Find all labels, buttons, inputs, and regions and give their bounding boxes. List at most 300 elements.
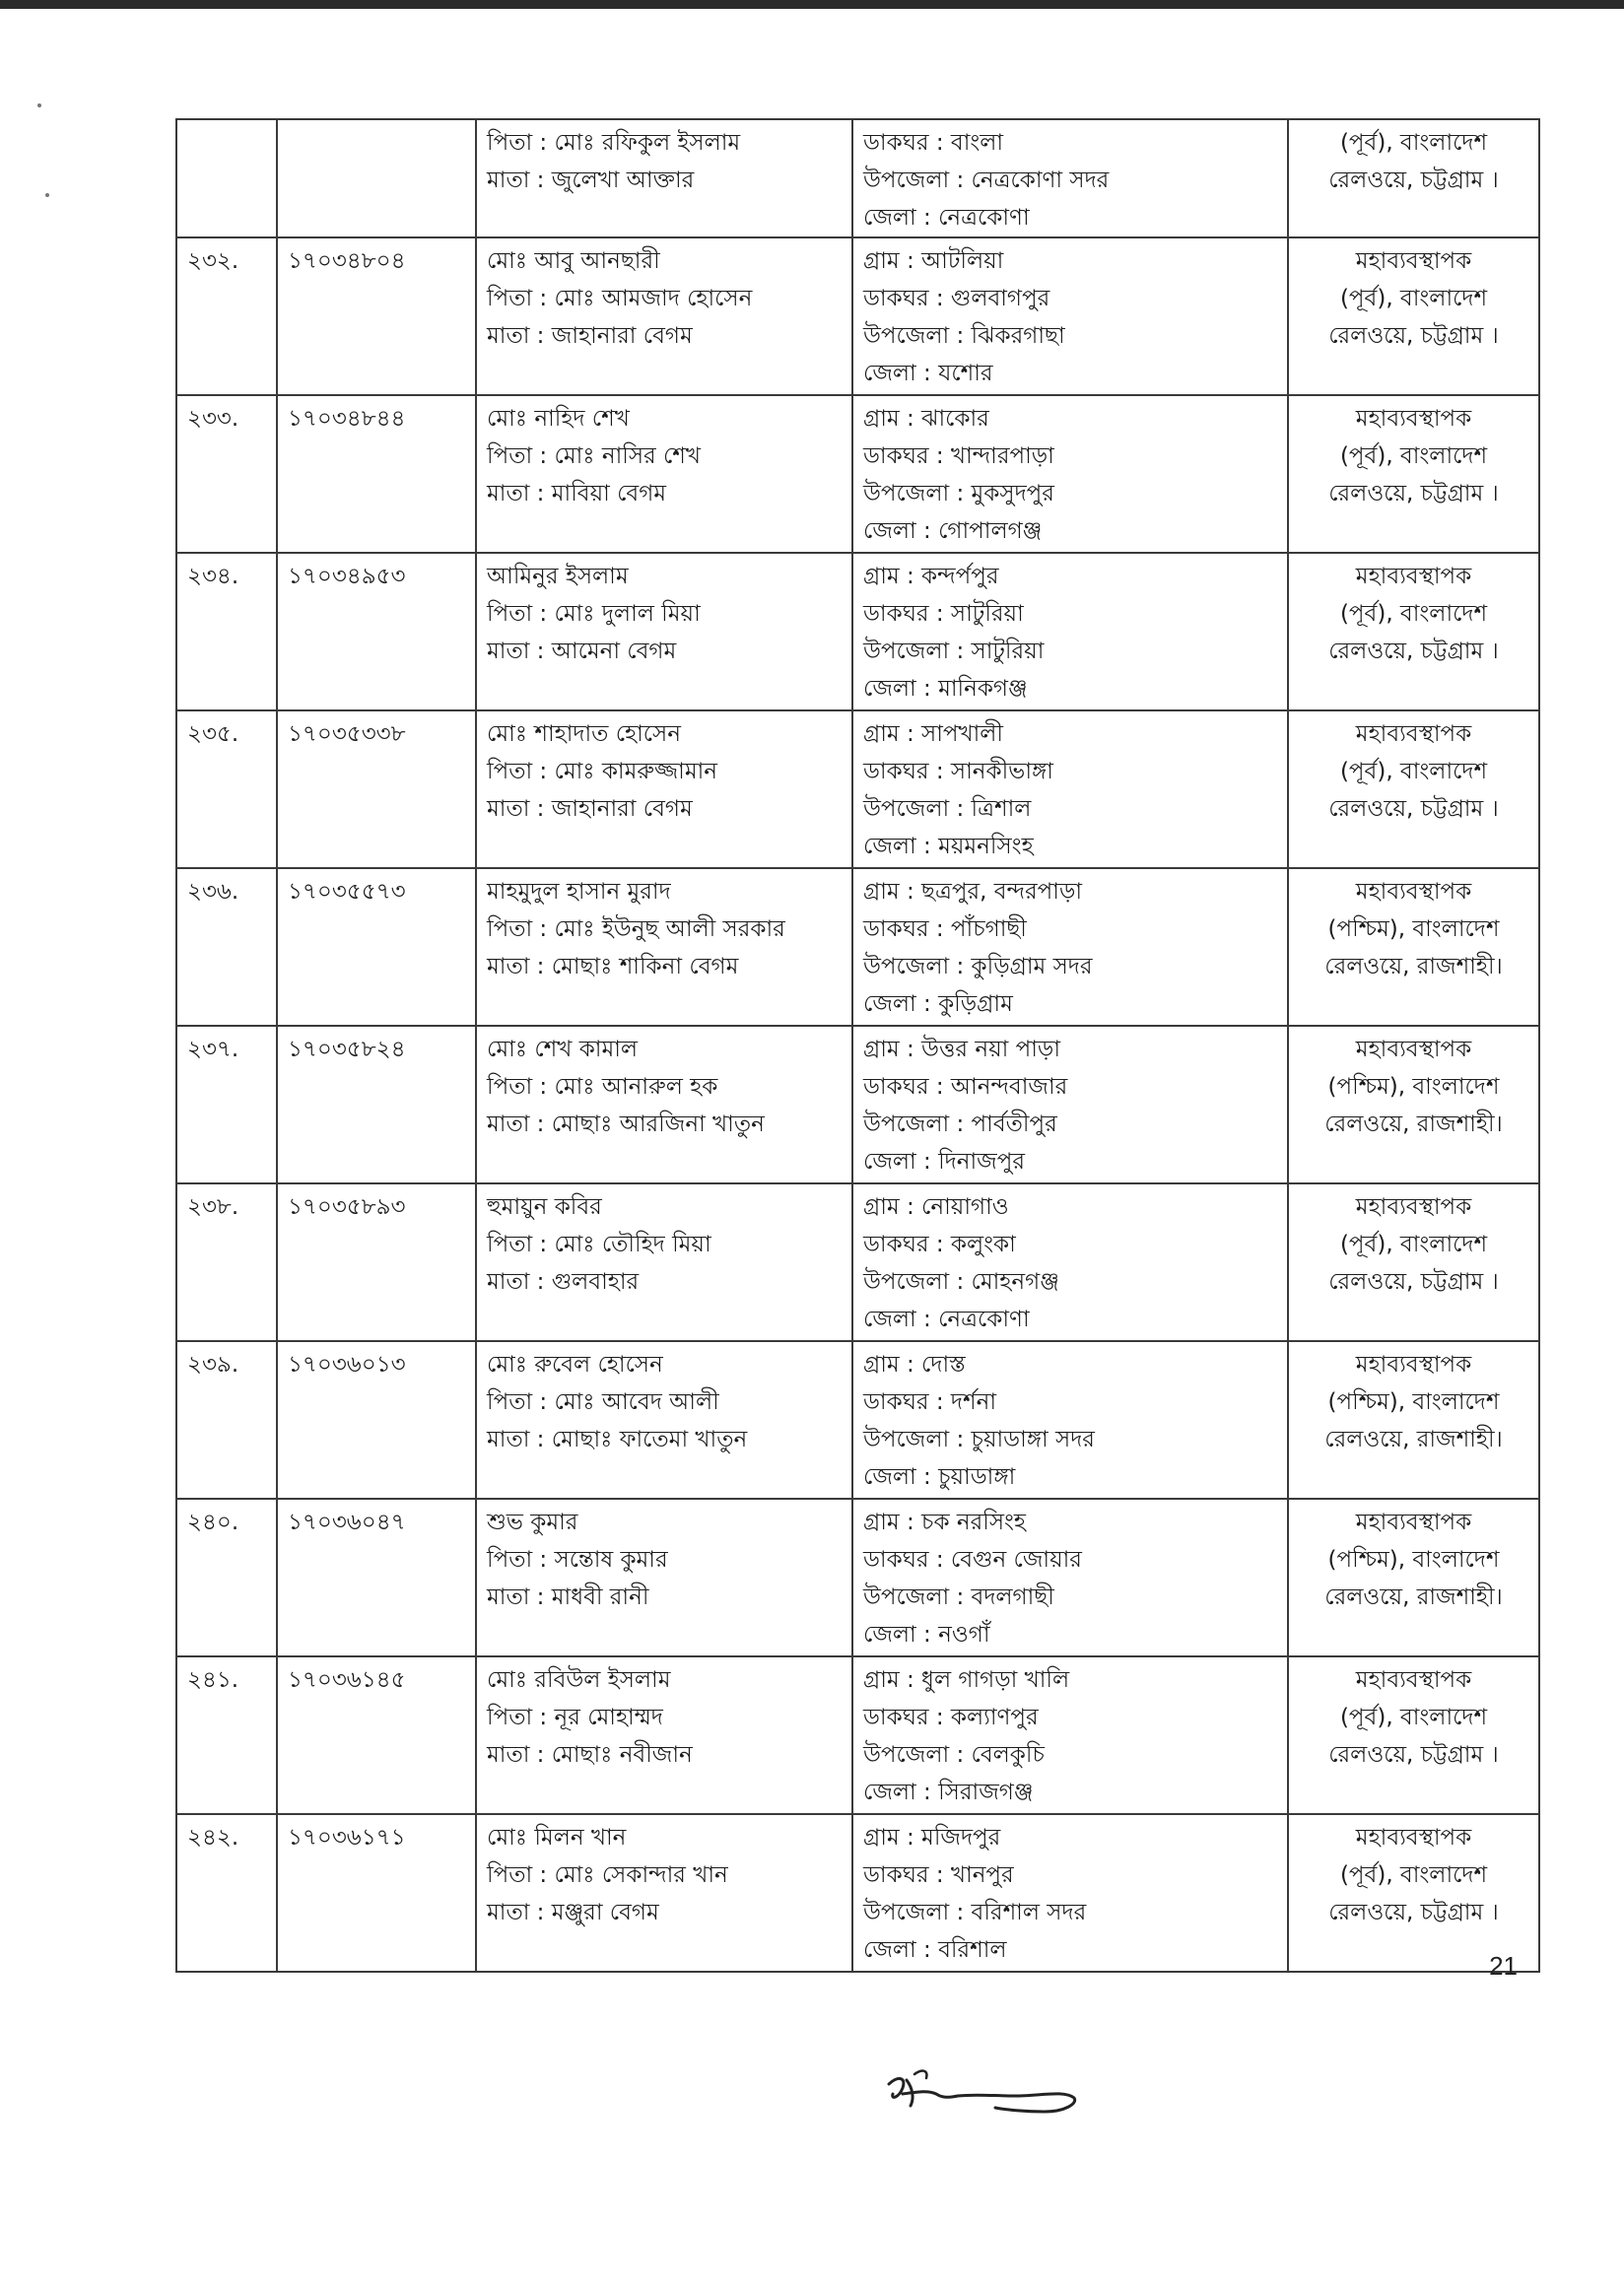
serial-number: ২৩৪. [187,564,239,589]
district-value: নেত্রকোণা [938,1307,1030,1332]
post-line [863,124,1277,162]
candidate-table-body [176,119,1539,1972]
roll-cell [277,237,476,395]
office-cell [1288,553,1539,710]
address-cell [852,710,1288,868]
serial-number: ২৩৮. [187,1194,239,1220]
post-label: ডাকঘর : [863,601,951,627]
roll-cell [277,1026,476,1183]
post-line [863,1383,1277,1421]
village-line [863,400,1277,438]
mother-label: মাতা : [487,1900,552,1925]
office-cell [1288,395,1539,553]
table-row [176,1341,1539,1499]
upazila-value: চুয়াডাঙ্গা সদর [971,1427,1095,1452]
table-row [176,1814,1539,1972]
district-line [863,512,1277,550]
district-line [863,670,1277,708]
table-row [176,237,1539,395]
mother-label: মাতা : [487,323,552,349]
upazila-line [863,475,1277,512]
mother-name: মাবিয়া বেগম [551,481,667,506]
district-label: জেলা : [863,205,939,231]
roll-cell [277,1183,476,1341]
address-cell [852,237,1288,395]
upazila-value: নেত্রকোণা সদর [971,168,1110,193]
father-label: পিতা : [487,601,555,627]
upazila-line [863,790,1277,828]
candidate-table [175,118,1540,1973]
post-value: আনন্দবাজার [950,1074,1068,1100]
table-row [176,1499,1539,1656]
upazila-value: পার্বতীপুর [971,1112,1057,1137]
village-value: দোস্ত [921,1352,966,1378]
father-name: সন্তোষ কুমার [554,1547,668,1573]
mother-name: মঞ্জুরা বেগম [551,1900,659,1925]
district-value: গোপালগঞ্জ [938,518,1043,544]
village-label: গ্রাম : [863,879,922,905]
serial-number: ২৩৭. [187,1037,239,1062]
village-label: গ্রাম : [863,721,922,747]
district-line [863,1931,1277,1969]
office-cell [1288,237,1539,395]
name-cell [476,1499,852,1656]
mother-label: মাতা : [487,796,552,822]
table-row [176,710,1539,868]
upazila-line [863,162,1277,199]
district-label: জেলা : [863,991,939,1017]
serial-cell [176,237,277,395]
name-cell [476,868,852,1026]
upazila-line [863,633,1277,670]
office-cell [1288,1026,1539,1183]
post-label: ডাকঘর : [863,286,951,311]
mother-line [487,1263,842,1301]
post-line [863,1226,1277,1263]
district-value: ময়মনসিংহ [938,834,1034,859]
office-line: (পূর্ব), বাংলাদেশ [1339,1705,1488,1730]
serial-number: ২৩৯. [187,1352,239,1378]
mother-name: আমেনা বেগম [551,639,677,664]
village-value: চক নরসিংহ [921,1510,1026,1535]
roll-number: ১৭০৩৪৯৫৩ [288,564,406,589]
village-line [863,558,1277,595]
office-cell [1288,868,1539,1026]
village-value: নোয়াগাও [921,1194,1009,1220]
office-line: (পশ্চিম), বাংলাদেশ [1327,916,1500,942]
serial-cell [176,1814,277,1972]
roll-number: ১৭০৩৬১৭১ [288,1825,406,1851]
upazila-value: ত্রিশাল [971,796,1032,822]
village-value: ধুল গাগড়া খালি [921,1667,1070,1693]
address-cell [852,1026,1288,1183]
office-line: রেলওয়ে, চট্টগ্রাম । [1328,481,1499,506]
table-row-continued [176,119,1539,237]
village-label: গ্রাম : [863,564,922,589]
mother-line [487,1894,842,1931]
father-label: পিতা : [487,443,555,469]
mother-line [487,317,842,355]
candidate-name: মাহমুদুল হাসান মুরাদ [487,879,671,905]
village-line [863,1346,1277,1383]
district-value: নওগাঁ [938,1622,990,1648]
serial-number: ২৩২. [187,248,239,274]
mother-name: মোছাঃ নবীজান [551,1742,693,1768]
father-label: পিতা : [487,1547,555,1573]
village-label: গ্রাম : [863,1825,922,1851]
upazila-line [863,948,1277,985]
serial-cell [176,1499,277,1656]
office-line: (পূর্ব), বাংলাদেশ [1339,130,1488,156]
serial-number: ২৩৫. [187,721,239,747]
post-label: ডাকঘর : [863,1074,951,1100]
upazila-label: উপজেলা : [863,1584,972,1610]
father-label: পিতা : [487,1862,555,1888]
district-value: চুয়াডাঙ্গা [938,1464,1016,1490]
father-name: মোঃ ইউনুছ আলী সরকার [554,916,785,942]
father-name: নূর মোহাম্মদ [554,1705,663,1730]
upazila-line [863,1736,1277,1774]
district-label: জেলা : [863,1780,939,1805]
upazila-line [863,317,1277,355]
table-row [176,1183,1539,1341]
village-value: ঝাকোর [921,406,989,432]
father-name: মোঃ সেকান্দার খান [554,1862,728,1888]
office-line: রেলওয়ে, চট্টগ্রাম । [1328,796,1499,822]
name-cell [476,1026,852,1183]
upazila-label: উপজেলা : [863,1112,972,1137]
father-name: মোঃ আমজাদ হোসেন [554,286,753,311]
office-line: রেলওয়ে, চট্টগ্রাম । [1328,639,1499,664]
scan-speck [45,193,49,197]
post-label: ডাকঘর : [863,1232,951,1257]
office-cell [1288,1814,1539,1972]
serial-cell [176,553,277,710]
district-label: জেলা : [863,518,939,544]
upazila-label: উপজেলা : [863,481,972,506]
address-cell [852,395,1288,553]
father-label: পিতা : [487,759,555,784]
village-line [863,1031,1277,1068]
district-line [863,1143,1277,1180]
district-label: জেলা : [863,1937,939,1963]
office-cell [1288,1341,1539,1499]
office-line: মহাব্যবস্থাপক [1355,1667,1472,1693]
mother-label: মাতা : [487,481,552,506]
mother-name: জাহানারা বেগম [551,323,693,349]
serial-number: ২৪১. [187,1667,239,1693]
upazila-label: উপজেলা : [863,168,972,193]
address-cell [852,1341,1288,1499]
table-row [176,868,1539,1026]
upazila-label: উপজেলা : [863,954,972,979]
mother-label: মাতা : [487,1427,552,1452]
name-cell [476,1341,852,1499]
roll-number: ১৭০৩৪৮৪৪ [288,406,406,432]
mother-label: মাতা : [487,168,552,193]
office-line: রেলওয়ে, চট্টগ্রাম । [1328,1269,1499,1295]
post-label: ডাকঘর : [863,1862,951,1888]
serial-cell [176,1341,277,1499]
address-cell [852,1814,1288,1972]
post-line [863,1699,1277,1736]
mother-line [487,475,842,512]
village-line [863,715,1277,753]
village-value: সাপখালী [921,721,1004,747]
office-cell [1288,1656,1539,1814]
village-label: গ্রাম : [863,1194,922,1220]
father-line [487,1226,842,1263]
office-line: মহাব্যবস্থাপক [1355,1825,1472,1851]
post-value: বাংলা [950,130,1004,156]
roll-number: ১৭০৩৬০৪৭ [288,1510,406,1535]
mother-label: মাতা : [487,1584,552,1610]
office-line: রেলওয়ে, চট্টগ্রাম । [1328,168,1499,193]
father-name: মোঃ আবেদ আলী [554,1389,719,1415]
roll-number: ১৭০৩৫৮৯৩ [288,1194,406,1220]
roll-cell [277,1341,476,1499]
mother-line [487,1421,842,1458]
roll-cell [277,1814,476,1972]
father-line [487,1541,842,1579]
name-cell [476,1814,852,1972]
serial-number: ২৩৬. [187,879,239,905]
candidate-name: আমিনুর ইসলাম [487,564,629,589]
father-label: পিতা : [487,1232,555,1257]
address-cell [852,868,1288,1026]
candidate-name: মোঃ মিলন খান [487,1825,627,1851]
mother-label: মাতা : [487,954,552,979]
roll-cell [277,868,476,1026]
office-cell [1288,119,1539,237]
upazila-value: ঝিকরগাছা [971,323,1065,349]
scan-speck [37,103,41,107]
mother-label: মাতা : [487,1112,552,1137]
name-cell [476,553,852,710]
mother-name: গুলবাহার [551,1269,640,1295]
district-value: মানিকগঞ্জ [938,676,1028,702]
candidate-name: মোঃ শাহাদাত হোসেন [487,721,681,747]
upazila-value: কুড়িগ্রাম সদর [971,954,1093,979]
mother-line [487,1106,842,1143]
office-line: রেলওয়ে, রাজশাহী। [1324,954,1503,979]
office-cell [1288,1183,1539,1341]
address-cell [852,1656,1288,1814]
village-label: গ্রাম : [863,1352,922,1378]
post-value: কলুংকা [950,1232,1016,1257]
address-cell [852,1183,1288,1341]
office-line: (পূর্ব), বাংলাদেশ [1339,1232,1488,1257]
office-line: (পূর্ব), বাংলাদেশ [1339,601,1488,627]
upazila-label: উপজেলা : [863,1427,972,1452]
serial-cell [176,710,277,868]
post-label: ডাকঘর : [863,443,951,469]
post-label: ডাকঘর : [863,1705,951,1730]
post-value: দর্শনা [950,1389,997,1415]
address-cell [852,1499,1288,1656]
village-value: ছত্রপুর, বন্দরপাড়া [921,879,1083,905]
village-value: আটলিয়া [921,248,1004,274]
office-line: রেলওয়ে, রাজশাহী। [1324,1427,1503,1452]
mother-line [487,1736,842,1774]
office-line: মহাব্যবস্থাপক [1355,564,1472,589]
candidate-name: মোঃ আবু আনছারী [487,248,660,274]
mother-line [487,790,842,828]
mother-label: মাতা : [487,1269,552,1295]
district-value: বরিশাল [938,1937,1007,1963]
post-line [863,1541,1277,1579]
upazila-line [863,1579,1277,1616]
village-line [863,1504,1277,1541]
name-cell [476,1656,852,1814]
office-line: (পূর্ব), বাংলাদেশ [1339,443,1488,469]
roll-cell [277,119,476,237]
father-line [487,124,842,162]
village-label: গ্রাম : [863,1667,922,1693]
serial-cell [176,1026,277,1183]
candidate-name: মোঃ শেখ কামাল [487,1037,639,1062]
roll-number: ১৭০৩৫৮২৪ [288,1037,406,1062]
upazila-line [863,1894,1277,1931]
post-value: সাটুরিয়া [950,601,1024,627]
village-line [863,242,1277,280]
post-value: খান্দারপাড়া [950,443,1054,469]
office-line: রেলওয়ে, চট্টগ্রাম । [1328,1742,1499,1768]
name-cell [476,119,852,237]
village-value: কন্দর্পপুর [921,564,999,589]
district-line [863,199,1277,236]
district-value: কুড়িগ্রাম [938,991,1013,1017]
office-line: (পূর্ব), বাংলাদেশ [1339,759,1488,784]
father-name: মোঃ তৌহিদ মিয়া [554,1232,711,1257]
father-line [487,1383,842,1421]
serial-cell [176,395,277,553]
father-label: পিতা : [487,1389,555,1415]
office-line: (পশ্চিম), বাংলাদেশ [1327,1389,1500,1415]
father-label: পিতা : [487,286,555,311]
village-line [863,873,1277,910]
village-line [863,1661,1277,1699]
office-line: (পশ্চিম), বাংলাদেশ [1327,1547,1500,1573]
upazila-value: বরিশাল সদর [971,1900,1087,1925]
candidate-name: শুভ কুমার [487,1510,578,1535]
district-value: সিরাজগঞ্জ [938,1780,1034,1805]
serial-cell [176,119,277,237]
district-label: জেলা : [863,1622,939,1648]
father-name: মোঃ দুলাল মিয়া [554,601,701,627]
serial-cell [176,1656,277,1814]
upazila-label: উপজেলা : [863,1269,972,1295]
serial-cell [176,1183,277,1341]
father-line [487,753,842,790]
father-label: পিতা : [487,1074,555,1100]
office-line: মহাব্যবস্থাপক [1355,1037,1472,1062]
district-line [863,1301,1277,1338]
district-value: দিনাজপুর [938,1149,1025,1175]
district-label: জেলা : [863,361,939,386]
district-line [863,1458,1277,1496]
office-line: মহাব্যবস্থাপক [1355,879,1472,905]
father-name: মোঃ রফিকুল ইসলাম [554,130,741,156]
top-border-rule [0,0,1624,9]
mother-name: মোছাঃ ফাতেমা খাতুন [551,1427,748,1452]
village-line [863,1819,1277,1856]
mother-line [487,633,842,670]
roll-cell [277,1499,476,1656]
mother-name: জাহানারা বেগম [551,796,693,822]
village-value: মজিদপুর [921,1825,1001,1851]
upazila-line [863,1263,1277,1301]
office-line: মহাব্যবস্থাপক [1355,406,1472,432]
mother-line [487,948,842,985]
roll-number: ১৭০৩৫৫৭৩ [288,879,406,905]
village-label: গ্রাম : [863,406,922,432]
mother-label: মাতা : [487,639,552,664]
father-name: মোঃ নাসির শেখ [554,443,702,469]
mother-label: মাতা : [487,1742,552,1768]
candidate-name: মোঃ রুবেল হোসেন [487,1352,663,1378]
post-line [863,438,1277,475]
mother-name: মাধবী রানী [551,1584,649,1610]
post-value: গুলবাগপুর [950,286,1050,311]
address-cell [852,119,1288,237]
upazila-label: উপজেলা : [863,639,972,664]
upazila-label: উপজেলা : [863,323,972,349]
name-cell [476,1183,852,1341]
father-label: পিতা : [487,130,555,156]
district-label: জেলা : [863,676,939,702]
mother-line [487,1579,842,1616]
post-line [863,753,1277,790]
post-line [863,910,1277,948]
roll-number: ১৭০৩৫৩৩৮ [288,721,406,747]
office-line: রেলওয়ে, চট্টগ্রাম । [1328,323,1499,349]
mother-name: মোছাঃ আরজিনা খাতুন [551,1112,765,1137]
father-line [487,1068,842,1106]
roll-number: ১৭০৩৬০১৩ [288,1352,406,1378]
post-line [863,280,1277,317]
upazila-value: সাটুরিয়া [971,639,1045,664]
post-value: সানকীভাঙ্গা [950,759,1053,784]
post-label: ডাকঘর : [863,130,951,156]
page-number: 21 [1489,1951,1518,1981]
upazila-line [863,1421,1277,1458]
post-label: ডাকঘর : [863,759,951,784]
table-row [176,395,1539,553]
father-line [487,280,842,317]
father-label: পিতা : [487,916,555,942]
mother-name: মোছাঃ শাকিনা বেগম [551,954,739,979]
office-cell [1288,710,1539,868]
office-line: রেলওয়ে, রাজশাহী। [1324,1584,1503,1610]
office-line: মহাব্যবস্থাপক [1355,1510,1472,1535]
table-row [176,1026,1539,1183]
roll-cell [277,710,476,868]
father-name: মোঃ কামরুজ্জামান [554,759,717,784]
name-cell [476,710,852,868]
father-name: মোঃ আনারুল হক [554,1074,718,1100]
post-value: কল্যাণপুর [950,1705,1039,1730]
address-cell [852,553,1288,710]
signature-mark [867,2055,1104,2133]
district-label: জেলা : [863,1149,939,1175]
post-line [863,1068,1277,1106]
mother-line [487,162,842,199]
roll-number: ১৭০৩৪৮০৪ [288,248,406,274]
district-label: জেলা : [863,1464,939,1490]
serial-number: ২৩৩. [187,406,239,432]
district-line [863,828,1277,865]
